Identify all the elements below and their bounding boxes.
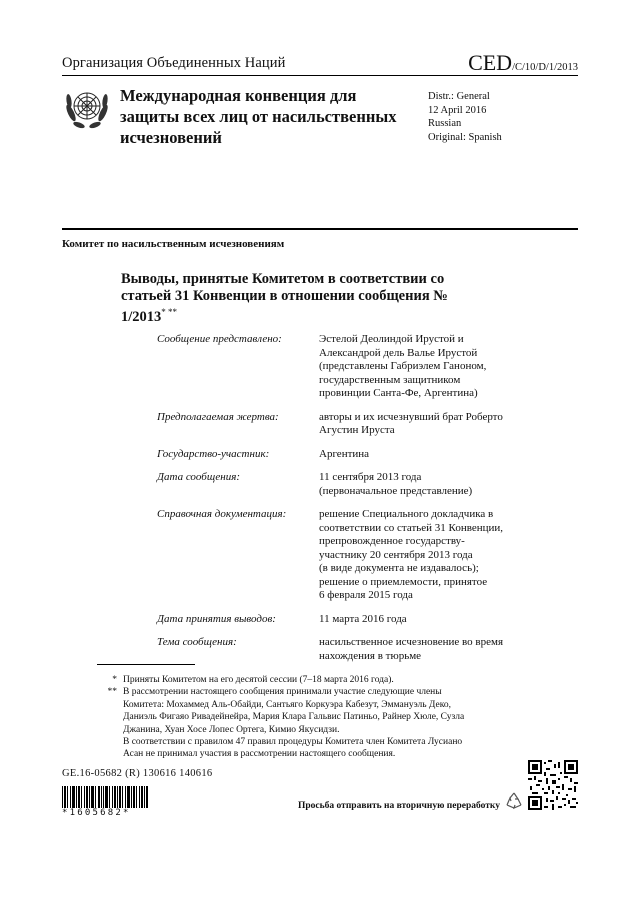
detail-row-adoption-date bbox=[157, 613, 517, 627]
document-number: GE.16-05682 (R) 130616 140616 bbox=[62, 768, 213, 779]
detail-label: Государство-участник: bbox=[157, 447, 270, 460]
document-symbol-suffix: /C/10/D/1/2013 bbox=[512, 62, 578, 73]
footnotes bbox=[97, 674, 497, 761]
distribution-date: 12 April 2016 bbox=[428, 104, 487, 116]
detail-label: Дата сообщения: bbox=[157, 471, 241, 483]
convention-title: Международная конвенция для защиты всех лиц от насильственных исчезновений bbox=[120, 86, 397, 147]
distribution-info bbox=[428, 90, 502, 144]
title-rule bbox=[62, 228, 578, 230]
qr-code-icon bbox=[528, 760, 578, 810]
recycle-note: Просьба отправить на вторичную переработку bbox=[298, 801, 500, 811]
footnote-item bbox=[97, 674, 497, 686]
detail-row-state-party bbox=[157, 448, 517, 462]
detail-value: Эстелой Деолиндой Ирустой и Александрой дель Валье Ирустой (представлены Габриэлем Ганоном, государственным защитником провинции Санта-Фе, Аргентина) bbox=[319, 333, 487, 399]
footnote-text: Приняты Комитетом на его десятой сессии (7–18 марта 2016 года). bbox=[123, 675, 394, 685]
footnote-mark: ** bbox=[107, 687, 117, 698]
un-emblem-icon bbox=[62, 83, 112, 133]
footnote-item bbox=[97, 686, 497, 760]
organization-name: Организация Объединенных Наций bbox=[62, 55, 286, 71]
detail-label: Справочная документация: bbox=[157, 508, 287, 520]
communication-details bbox=[157, 333, 517, 673]
detail-label: Предполагаемая жертва: bbox=[157, 410, 279, 423]
barcode-icon bbox=[62, 786, 148, 808]
detail-value: авторы и их исчезнувший брат Роберто Агустин Ируста bbox=[319, 410, 503, 436]
detail-value: 11 сентября 2013 года (первоначальное представление) bbox=[319, 471, 473, 497]
recycle-icon bbox=[503, 790, 525, 812]
detail-label: Сообщение представлено: bbox=[157, 333, 282, 345]
detail-value: Аргентина bbox=[319, 447, 370, 460]
heading-text: Выводы, принятые Комитетом в соответствии со статьей 31 Конвенции в отношении сообщения № 1/2013 bbox=[121, 271, 448, 325]
detail-value: решение Специального докладчика в соответствии со статьей 31 Конвенции, препровожденное государству- участнику 20 сентября 2013 года (в виде документа не издавалось); решение о приемлемости, принятое 6 февраля 2015 года bbox=[319, 508, 504, 601]
distribution-language: Russian bbox=[428, 118, 462, 129]
heading-footnote-marks: * ** bbox=[161, 307, 178, 317]
detail-label: Тема сообщения: bbox=[157, 636, 237, 648]
distribution-line: Distr.: General bbox=[428, 91, 490, 102]
detail-value: насильственное исчезновение во время нахождения в тюрьме bbox=[319, 636, 503, 662]
barcode-number: *1605682* bbox=[62, 808, 131, 818]
footnote-mark: * bbox=[112, 675, 117, 685]
detail-row-subject bbox=[157, 636, 517, 663]
document-heading bbox=[121, 271, 471, 325]
document-symbol-main: CED bbox=[468, 50, 513, 75]
detail-row-author bbox=[157, 333, 517, 401]
detail-row-documentation bbox=[157, 508, 517, 603]
committee-name: Комитет по насильственным исчезновениям bbox=[62, 238, 285, 250]
detail-label: Дата принятия выводов: bbox=[157, 612, 276, 625]
document-symbol bbox=[468, 50, 578, 76]
detail-row-date bbox=[157, 471, 517, 498]
footnote-text: В рассмотрении настоящего сообщения принимали участие следующие члены Комитета: Мохаммед Аль-Обайди, Сантьяго Коркуэра Кабезут, Эммануэль Деко, Даниэль Фигаяо Ривадейнейра, Мария Клара Гальвис Патиньо, Райнер Хюле, Сузла Джанина, Хуан Хосе Лопес Ортега, Кимио Якусидзи. В соответствии с правилом 47 правил процедуры Комитета член Комитета Лусиано Асан не принимал участия в рассмотрении настоящего сообщения. bbox=[123, 687, 465, 760]
detail-row-victim bbox=[157, 411, 517, 438]
detail-value: 11 марта 2016 года bbox=[319, 612, 407, 625]
footnote-rule bbox=[97, 664, 195, 665]
distribution-original: Original: Spanish bbox=[428, 131, 502, 143]
header-rule bbox=[62, 75, 578, 76]
